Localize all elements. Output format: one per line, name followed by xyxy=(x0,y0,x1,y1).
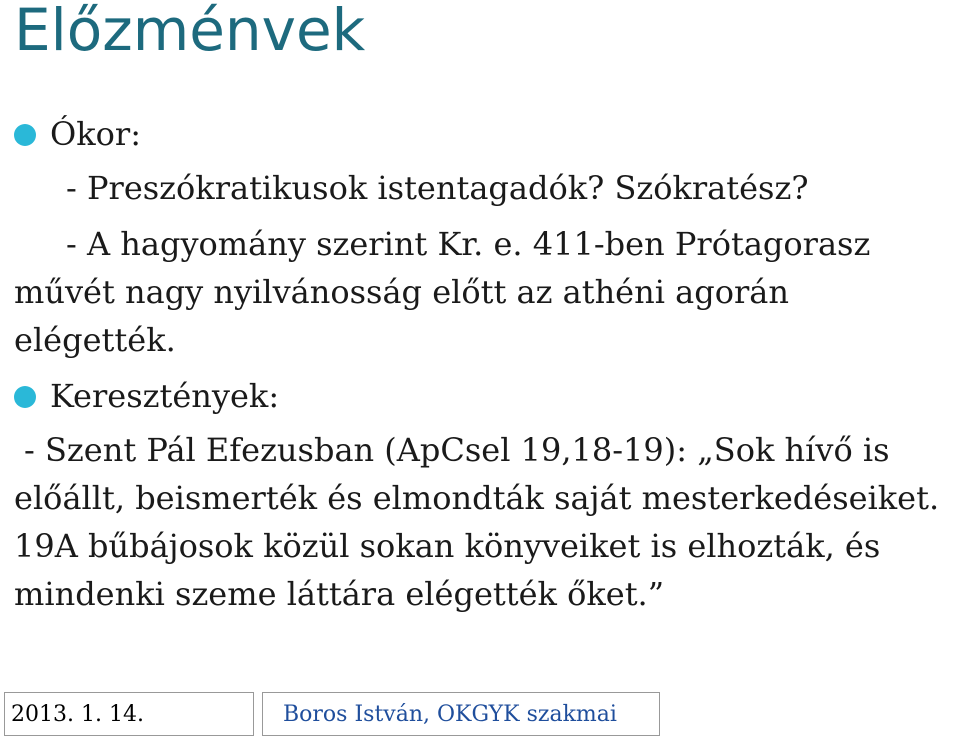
footer-date: 2013. 1. 14. xyxy=(4,692,254,736)
bullet-dot-icon xyxy=(14,386,36,408)
okor-line-1: - Preszókratikusok istentagadók? Szókratész? xyxy=(66,169,809,207)
okor-line-2: - A hagyomány szerint Kr. e. 411-ben Prótagorasz xyxy=(66,225,871,263)
keresztenyek-line-1: - Szent Pál Efezusban (ApCsel 19,18-19): „Sok hívő is xyxy=(24,431,890,469)
keresztenyek-line-4: mindenki szeme láttára elégették őket.” xyxy=(14,575,665,613)
bullet-heading-okor: Ókor: xyxy=(50,115,141,153)
bullet-heading-keresztenyek: Keresztények: xyxy=(50,377,280,415)
keresztenyek-line-2: előállt, beismerték és elmondták saját mesterkedéseiket. xyxy=(14,479,940,517)
keresztenyek-line-3: 19A bűbájosok közül sokan könyveiket is elhozták, és xyxy=(14,527,881,565)
okor-line-3: művét nagy nyilvánosság előtt az athéni agorán xyxy=(14,273,789,311)
okor-line-4: elégették. xyxy=(14,321,176,359)
bullet-okor xyxy=(14,110,954,158)
footer-author: Boros István, OKGYK szakmai xyxy=(262,692,660,736)
bullet-keresztenyek xyxy=(14,372,954,420)
slide-title: Előzménvek xyxy=(14,0,366,64)
bullet-dot-icon xyxy=(14,124,36,146)
slide-content xyxy=(14,110,954,618)
